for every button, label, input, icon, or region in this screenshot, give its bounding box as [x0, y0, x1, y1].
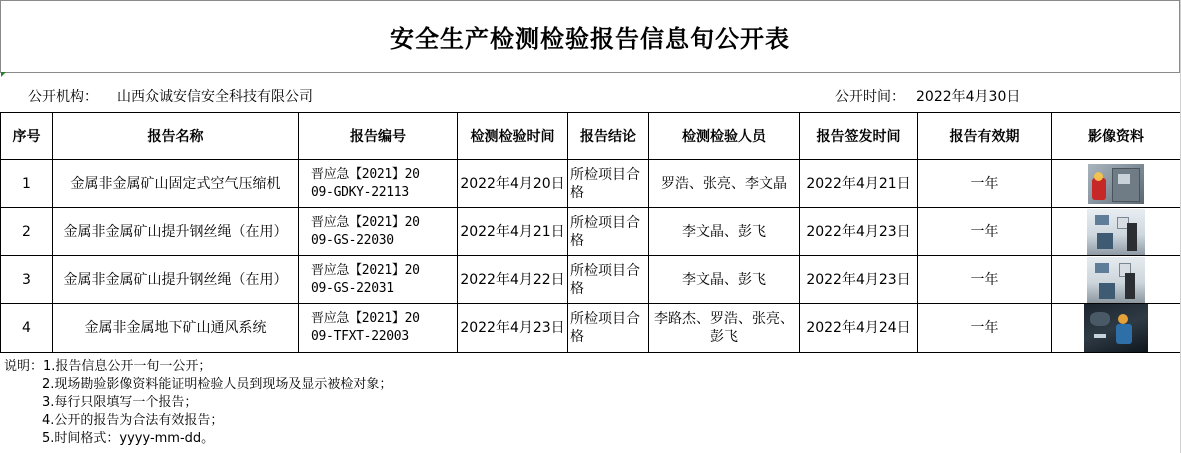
row-report-code	[299, 256, 458, 304]
row-photo-cell	[1052, 208, 1181, 256]
row-test-date: 2022年4月21日	[458, 208, 568, 256]
row-report-code	[299, 208, 458, 256]
report-code-line2: 09-GDKY-22113	[311, 184, 409, 200]
table-header-row	[1, 113, 1181, 160]
row-inspectors: 李文晶、彭飞	[649, 256, 800, 304]
header-issue-date: 报告签发时间	[800, 113, 918, 160]
note-item: 3.每行只限填写一个报告；	[42, 395, 198, 410]
table-row	[1, 160, 1181, 208]
row-issue-date: 2022年4月24日	[800, 304, 918, 353]
header-photos: 影像资料	[1052, 113, 1181, 160]
row-report-code	[299, 160, 458, 208]
table-row	[1, 208, 1181, 256]
table-row	[1, 256, 1181, 304]
row-no: 4	[1, 304, 53, 353]
org-label: 公开机构：	[28, 89, 98, 105]
row-test-date: 2022年4月20日	[458, 160, 568, 208]
report-code-line2: 09-GS-22031	[311, 280, 394, 296]
page-title: 安全生产检测检验报告信息旬公开表	[0, 0, 1180, 73]
note-item: 5.时间格式：yyyy-mm-dd。	[42, 431, 215, 446]
row-inspectors: 罗浩、张亮、李文晶	[649, 160, 800, 208]
row-validity: 一年	[918, 160, 1052, 208]
row-issue-date: 2022年4月23日	[800, 256, 918, 304]
row-conclusion: 所检项目合格	[568, 160, 649, 208]
row-report-name: 金属非金属矿山提升钢丝绳（在用）	[53, 256, 299, 304]
report-code-line1: 晋应急【2021】20	[311, 214, 420, 230]
report-code-line1: 晋应急【2021】20	[311, 262, 420, 278]
photo-underground-ventilation[interactable]	[1084, 304, 1148, 352]
row-photo-cell	[1052, 304, 1181, 353]
header-inspectors: 检测检验人员	[649, 113, 800, 160]
table-row	[1, 304, 1181, 353]
report-code-line1: 晋应急【2021】20	[311, 166, 420, 182]
row-photo-cell	[1052, 256, 1181, 304]
row-validity: 一年	[918, 208, 1052, 256]
header-validity: 报告有效期	[918, 113, 1052, 160]
report-code-line2: 09-GS-22030	[311, 232, 394, 248]
notes-section	[4, 358, 392, 448]
note-item: 1.报告信息公开一旬一公开；	[43, 359, 212, 374]
row-issue-date: 2022年4月23日	[800, 208, 918, 256]
row-report-name: 金属非金属矿山固定式空气压缩机	[53, 160, 299, 208]
note-line	[4, 358, 392, 376]
row-no: 2	[1, 208, 53, 256]
header-test-date: 检测检验时间	[458, 113, 568, 160]
cell-corner-marker	[1, 72, 6, 77]
row-no: 3	[1, 256, 53, 304]
publish-date-label: 公开时间：	[835, 89, 905, 105]
publish-date-value: 2022年4月30日	[916, 89, 1021, 105]
row-report-code	[299, 304, 458, 353]
report-table	[0, 112, 1181, 353]
note-item: 2.现场勘验影像资料能证明检验人员到现场及显示被检对象；	[42, 377, 393, 392]
report-code-line2: 09-TFXT-22003	[311, 329, 409, 344]
row-report-name: 金属非金属地下矿山通风系统	[53, 304, 299, 353]
notes-label: 说明：	[4, 359, 44, 374]
row-report-name: 金属非金属矿山提升钢丝绳（在用）	[53, 208, 299, 256]
row-photo-cell	[1052, 160, 1181, 208]
header-report-name: 报告名称	[53, 113, 299, 160]
row-inspectors: 李文晶、彭飞	[649, 208, 800, 256]
header-conclusion: 报告结论	[568, 113, 649, 160]
row-validity: 一年	[918, 304, 1052, 353]
report-code-line1: 晋应急【2021】20	[311, 311, 420, 326]
info-row	[0, 80, 1181, 110]
row-issue-date: 2022年4月21日	[800, 160, 918, 208]
photo-wire-rope-test[interactable]	[1087, 257, 1145, 303]
header-report-code: 报告编号	[299, 113, 458, 160]
row-validity: 一年	[918, 256, 1052, 304]
row-inspectors: 李路杰、罗浩、张亮、彭飞	[649, 304, 800, 353]
row-conclusion: 所检项目合格	[568, 208, 649, 256]
row-test-date: 2022年4月23日	[458, 304, 568, 353]
row-conclusion: 所检项目合格	[568, 304, 649, 353]
org-value: 山西众诚安信安全科技有限公司	[117, 89, 313, 105]
photo-worker-compressor[interactable]	[1088, 164, 1144, 204]
row-test-date: 2022年4月22日	[458, 256, 568, 304]
note-item: 4.公开的报告为合法有效报告；	[42, 413, 224, 428]
row-no: 1	[1, 160, 53, 208]
row-conclusion: 所检项目合格	[568, 256, 649, 304]
header-no: 序号	[1, 113, 53, 160]
photo-wire-rope-test[interactable]	[1087, 209, 1145, 255]
